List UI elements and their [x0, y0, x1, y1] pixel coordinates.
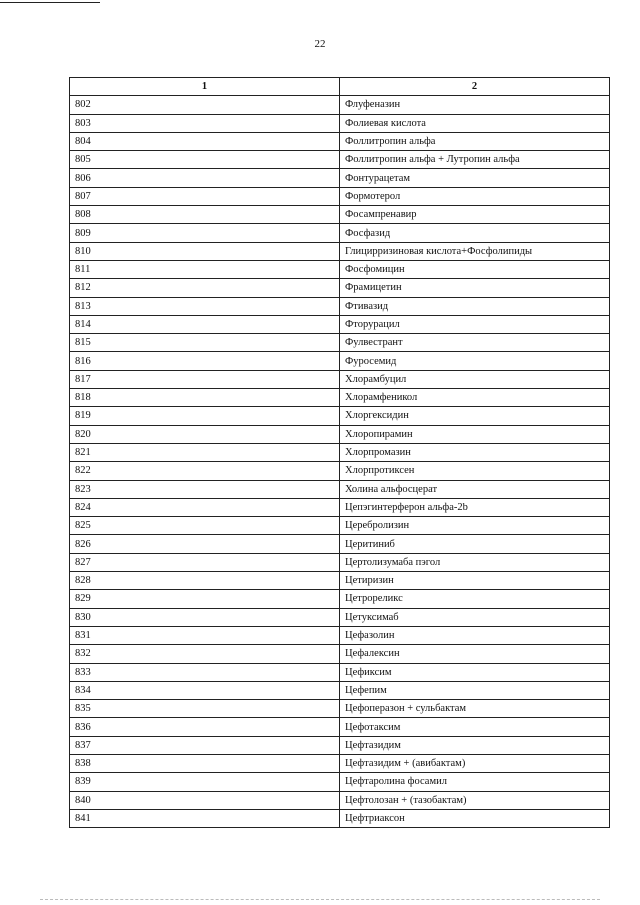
table-row [70, 96, 610, 114]
column-header-2: 2 [340, 78, 610, 96]
table-row [70, 681, 610, 699]
table-row [70, 773, 610, 791]
row-number: 828 [70, 572, 340, 590]
drug-name: Флуфеназин [340, 96, 610, 114]
drug-name: Цефиксим [340, 663, 610, 681]
row-number: 809 [70, 224, 340, 242]
drug-name: Фонтурацетам [340, 169, 610, 187]
table-row [70, 535, 610, 553]
table-row [70, 608, 610, 626]
drug-name: Хлорамфеникол [340, 389, 610, 407]
table-row [70, 352, 610, 370]
table-row [70, 517, 610, 535]
row-number: 815 [70, 334, 340, 352]
row-number: 839 [70, 773, 340, 791]
drug-name: Хлорамбуцил [340, 370, 610, 388]
row-number: 806 [70, 169, 340, 187]
table-row [70, 206, 610, 224]
drug-name: Формотерол [340, 187, 610, 205]
drug-name: Цефтриаксон [340, 809, 610, 827]
drug-name: Хлорпромазин [340, 443, 610, 461]
row-number: 824 [70, 498, 340, 516]
drug-name: Цефоперазон + сульбактам [340, 700, 610, 718]
drug-name: Цефтазидим [340, 736, 610, 754]
table-row [70, 645, 610, 663]
row-number: 820 [70, 425, 340, 443]
drug-name: Фосфомицин [340, 260, 610, 278]
row-number: 802 [70, 96, 340, 114]
row-number: 823 [70, 480, 340, 498]
drug-name: Фторурацил [340, 315, 610, 333]
drug-name: Цефтазидим + (авибактам) [340, 754, 610, 772]
drug-name: Фоллитропин альфа [340, 132, 610, 150]
column-header-1: 1 [70, 78, 340, 96]
table-row [70, 791, 610, 809]
table-row [70, 425, 610, 443]
row-number: 822 [70, 462, 340, 480]
table-row [70, 590, 610, 608]
drug-name: Цетиризин [340, 572, 610, 590]
row-number: 812 [70, 279, 340, 297]
table-row [70, 132, 610, 150]
drug-name: Цетуксимаб [340, 608, 610, 626]
table-row [70, 297, 610, 315]
drug-name: Церитиниб [340, 535, 610, 553]
row-number: 835 [70, 700, 340, 718]
drug-name: Фолиевая кислота [340, 114, 610, 132]
row-number: 834 [70, 681, 340, 699]
row-number: 821 [70, 443, 340, 461]
drug-name: Фосампренавир [340, 206, 610, 224]
drug-name: Хлорпротиксен [340, 462, 610, 480]
table-row [70, 809, 610, 827]
table-body [70, 96, 610, 828]
row-number: 817 [70, 370, 340, 388]
table-row [70, 260, 610, 278]
table-row [70, 407, 610, 425]
table-row [70, 224, 610, 242]
row-number: 803 [70, 114, 340, 132]
row-number: 826 [70, 535, 340, 553]
table-row [70, 754, 610, 772]
row-number: 836 [70, 718, 340, 736]
drug-name: Цепэгинтерферон альфа-2b [340, 498, 610, 516]
drug-name: Цефтолозан + (тазобактам) [340, 791, 610, 809]
row-number: 833 [70, 663, 340, 681]
table-row [70, 114, 610, 132]
row-number: 804 [70, 132, 340, 150]
row-number: 813 [70, 297, 340, 315]
table-row [70, 169, 610, 187]
table-row [70, 736, 610, 754]
drug-name: Хлоргексидин [340, 407, 610, 425]
table-row [70, 498, 610, 516]
drug-name: Церебролизин [340, 517, 610, 535]
table-row [70, 718, 610, 736]
row-number: 832 [70, 645, 340, 663]
drug-name: Холина альфосцерат [340, 480, 610, 498]
table-row [70, 187, 610, 205]
row-number: 829 [70, 590, 340, 608]
row-number: 808 [70, 206, 340, 224]
drug-name: Цертолизумаба пэгол [340, 553, 610, 571]
row-number: 825 [70, 517, 340, 535]
row-number: 827 [70, 553, 340, 571]
drug-name: Цефотаксим [340, 718, 610, 736]
row-number: 841 [70, 809, 340, 827]
table-row [70, 242, 610, 260]
table-row [70, 663, 610, 681]
table-row [70, 334, 610, 352]
top-rule [0, 2, 100, 3]
row-number: 840 [70, 791, 340, 809]
drug-name: Фулвестрант [340, 334, 610, 352]
table-row [70, 389, 610, 407]
drug-name: Цефалексин [340, 645, 610, 663]
table-row [70, 626, 610, 644]
table-row [70, 315, 610, 333]
table-row [70, 480, 610, 498]
table-row [70, 553, 610, 571]
drug-table [69, 77, 610, 828]
table-row [70, 279, 610, 297]
row-number: 810 [70, 242, 340, 260]
row-number: 816 [70, 352, 340, 370]
row-number: 819 [70, 407, 340, 425]
table-row [70, 443, 610, 461]
row-number: 805 [70, 151, 340, 169]
row-number: 837 [70, 736, 340, 754]
drug-name: Фрамицетин [340, 279, 610, 297]
page-number: 22 [314, 38, 326, 50]
drug-name: Цефтаролина фосамил [340, 773, 610, 791]
drug-name: Цефепим [340, 681, 610, 699]
row-number: 818 [70, 389, 340, 407]
table-row [70, 572, 610, 590]
table-row [70, 700, 610, 718]
drug-name: Фоллитропин альфа + Лутропин альфа [340, 151, 610, 169]
drug-name: Глицирризиновая кислота+Фосфолипиды [340, 242, 610, 260]
drug-name: Цефазолин [340, 626, 610, 644]
table-header-row [70, 78, 610, 96]
table-row [70, 151, 610, 169]
drug-name: Фуросемид [340, 352, 610, 370]
drug-name: Фосфазид [340, 224, 610, 242]
row-number: 831 [70, 626, 340, 644]
bottom-scan-line [40, 899, 600, 900]
row-number: 814 [70, 315, 340, 333]
row-number: 830 [70, 608, 340, 626]
table-row [70, 370, 610, 388]
row-number: 807 [70, 187, 340, 205]
drug-name: Фтивазид [340, 297, 610, 315]
drug-name: Цетрореликс [340, 590, 610, 608]
row-number: 838 [70, 754, 340, 772]
row-number: 811 [70, 260, 340, 278]
table-row [70, 462, 610, 480]
drug-name: Хлоропирамин [340, 425, 610, 443]
